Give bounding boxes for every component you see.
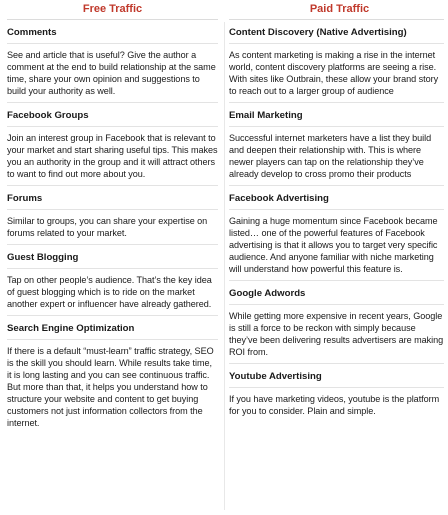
section-body: See and article that is useful? Give the author a comment at the end to build relationship at the same time, share your own opinion and suggestions to build your authority as well. xyxy=(7,50,216,96)
paid-traffic-title: Paid Traffic xyxy=(309,3,370,15)
section-heading: Email Marketing xyxy=(229,110,303,121)
section-comments xyxy=(7,20,218,103)
section-heading: Youtube Advertising xyxy=(229,371,322,382)
section-facebook-groups xyxy=(7,103,218,186)
section-heading: Guest Blogging xyxy=(7,252,79,263)
section-heading: Google Adwords xyxy=(229,288,306,299)
section-body: Join an interest group in Facebook that is relevant to your market and start sharing useful tips. This makes you an authority in the group and it will attract others to want to find out more about you. xyxy=(7,133,218,179)
section-body: Tap on other people’s audience. That’s the key idea of guest blogging which is to ride on the market another expert or influencer have already gathered. xyxy=(7,275,212,309)
section-body: As content marketing is making a rise in the internet world, content discovery platforms are seeing a rise. With sites like Outbrain, these allow your brand story to reach out to a larger group of audience xyxy=(229,50,439,96)
section-body: While getting more expensive in recent years, Google is still a force to be reckon with simply because they’ve been delivering results advertisers are making ROI from. xyxy=(229,311,444,357)
section-facebook-advertising xyxy=(229,186,444,281)
section-forums xyxy=(7,186,218,245)
section-heading: Search Engine Optimization xyxy=(7,323,135,334)
section-body: Gaining a huge momentum since Facebook became listed… one of the powerful features of Facebook advertising is that it allows you to target very specific audience. And anyone familiar with niche marketing will understand how powerful this feature is. xyxy=(229,216,438,274)
paid-traffic-column xyxy=(224,0,448,515)
section-google-adwords xyxy=(229,281,444,364)
section-heading: Forums xyxy=(7,193,43,204)
section-body: Similar to groups, you can share your expertise on forums related to your market. xyxy=(7,216,208,238)
free-traffic-title: Free Traffic xyxy=(82,3,143,15)
section-seo xyxy=(7,316,218,434)
section-heading: Facebook Groups xyxy=(7,110,89,121)
section-email-marketing xyxy=(229,103,444,186)
section-body: Successful internet marketers have a list they build and deepen their relationship with. This is where newer players can tap on the relationship they’ve already develop to cross promo their products xyxy=(229,133,432,179)
section-body: If you have marketing videos, youtube is the platform for you to consider. Plain and simple. xyxy=(229,394,440,416)
section-content-discovery xyxy=(229,20,444,103)
section-heading: Content Discovery (Native Advertising) xyxy=(229,27,407,38)
section-guest-blogging xyxy=(7,245,218,316)
section-heading: Facebook Advertising xyxy=(229,193,329,204)
section-body: If there is a default “must-learn” traffic strategy, SEO is the skill you should learn. While results take time, it is long lasting and you can see continuous traffic. But more than that, it helps you understand how to structure your website and content to get buying customers not just information collectors from the internet. xyxy=(7,346,214,428)
section-youtube-advertising xyxy=(229,364,444,422)
section-heading: Comments xyxy=(7,27,57,38)
